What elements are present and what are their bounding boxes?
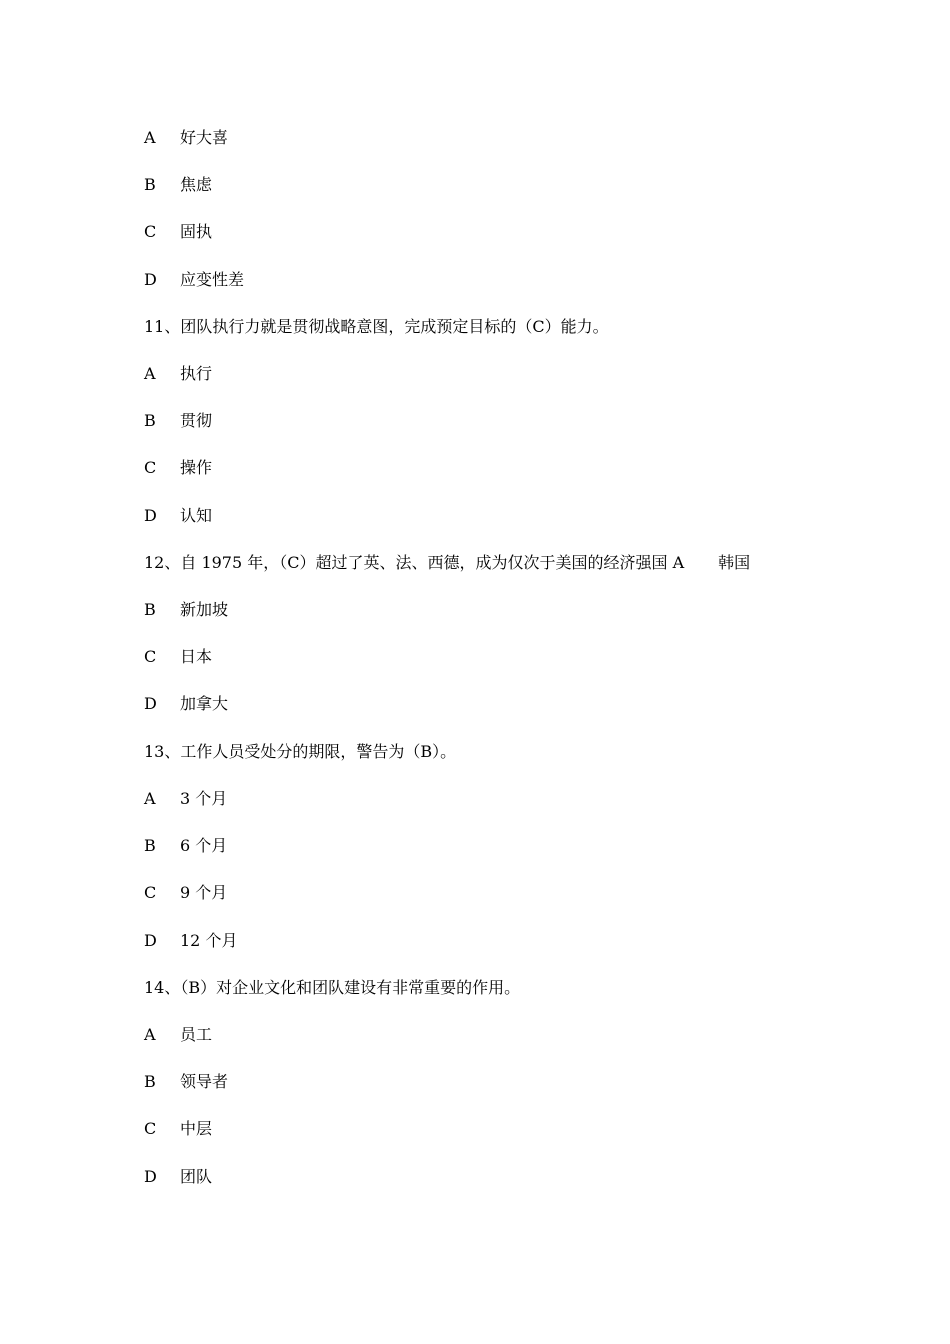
option-line xyxy=(144,409,212,433)
option-letter: D xyxy=(144,1167,157,1186)
option-text: 加拿大 xyxy=(180,694,229,713)
option-line xyxy=(144,881,227,905)
option-letter: C xyxy=(144,883,157,902)
option-line xyxy=(144,1023,212,1047)
option-line xyxy=(144,834,227,858)
option-text: 新加坡 xyxy=(180,600,229,619)
option-text: 中层 xyxy=(180,1119,213,1138)
option-line xyxy=(144,692,228,716)
option-text: 焦虑 xyxy=(180,175,213,194)
option-line xyxy=(144,126,228,150)
option-text: 好大喜 xyxy=(180,128,229,147)
option-line xyxy=(144,1070,228,1094)
option-line xyxy=(144,268,244,292)
question-stem-text: 12、自 1975 年，（C）超过了英、法、西德，成为仅次于美国的经济强国 A xyxy=(144,553,685,572)
option-text: 9 个月 xyxy=(180,883,228,902)
option-line xyxy=(144,598,228,622)
option-text: 6 个月 xyxy=(180,836,228,855)
option-line xyxy=(144,1165,212,1189)
option-letter: C xyxy=(144,1119,157,1138)
option-text: 固执 xyxy=(180,222,213,241)
option-letter: A xyxy=(144,364,156,383)
option-line xyxy=(144,787,227,811)
question-stem xyxy=(144,551,750,575)
option-line xyxy=(144,504,212,528)
option-letter: C xyxy=(144,222,157,241)
option-text: 贯彻 xyxy=(180,411,213,430)
option-text: 领导者 xyxy=(180,1072,229,1091)
option-line xyxy=(144,173,212,197)
question-stem: 11、团队执行力就是贯彻战略意图，完成预定目标的（C）能力。 xyxy=(144,317,609,336)
option-letter: D xyxy=(144,931,157,950)
option-letter: D xyxy=(144,506,157,525)
option-text: 认知 xyxy=(180,506,213,525)
option-letter: A xyxy=(144,1025,156,1044)
option-line xyxy=(144,362,212,386)
option-text: 韩国 xyxy=(718,553,751,572)
option-letter: B xyxy=(144,1072,156,1091)
option-text: 操作 xyxy=(180,458,213,477)
option-letter: C xyxy=(144,647,157,666)
option-text: 3 个月 xyxy=(180,789,228,808)
option-text: 团队 xyxy=(180,1167,213,1186)
question-stem: 14、（B）对企业文化和团队建设有非常重要的作用。 xyxy=(144,978,521,997)
option-letter: B xyxy=(144,600,156,619)
option-text: 应变性差 xyxy=(180,270,245,289)
question-stem: 13、工作人员受处分的期限，警告为（B）。 xyxy=(144,742,457,761)
option-letter: A xyxy=(144,789,156,808)
option-text: 日本 xyxy=(180,647,213,666)
option-letter: B xyxy=(144,411,156,430)
option-letter: C xyxy=(144,458,157,477)
option-letter: D xyxy=(144,694,157,713)
option-line xyxy=(144,220,212,244)
option-text: 执行 xyxy=(180,364,213,383)
option-line xyxy=(144,1117,212,1141)
option-line xyxy=(144,645,212,669)
option-letter: B xyxy=(144,175,156,194)
option-letter: B xyxy=(144,836,156,855)
option-letter: A xyxy=(144,128,156,147)
option-text: 12 个月 xyxy=(180,931,238,950)
option-text: 员工 xyxy=(180,1025,213,1044)
option-line xyxy=(144,929,237,953)
option-letter: D xyxy=(144,270,157,289)
option-line xyxy=(144,456,212,480)
